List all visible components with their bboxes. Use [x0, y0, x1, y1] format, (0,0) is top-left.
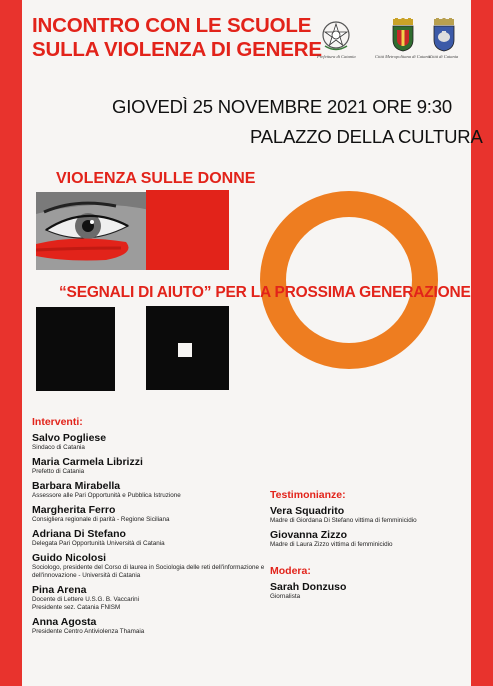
- speaker: [32, 432, 277, 452]
- speaker: [32, 584, 277, 612]
- eye-photo: [36, 192, 150, 270]
- logo-caption: Prefettura di Catania: [317, 54, 356, 59]
- speaker-role: Sociologo, presidente del Corso di laurea in Sociologia delle reti dell'informazione e dell'innovazione - Università di Catania: [32, 564, 265, 579]
- speaker-name: Margherita Ferro: [32, 504, 116, 516]
- witness-name: Giovanna Zizzo: [270, 529, 348, 541]
- logo-caption: Città di Catania: [429, 54, 459, 59]
- speaker-role: Prefetto di Catania: [32, 468, 85, 475]
- speaker: [32, 456, 277, 476]
- speaker-role: Docente di Lettere U.S.G. B. Vaccarini: [32, 596, 139, 603]
- speaker-name: Salvo Pogliese: [32, 432, 107, 444]
- white-notch: [178, 343, 192, 357]
- moderator: [270, 581, 480, 601]
- speaker-name: Maria Carmela Librizzi: [32, 456, 143, 468]
- testimonianze-section: [270, 489, 480, 605]
- testimonianze-heading: Testimonianze:: [270, 489, 346, 501]
- logo-strip: [315, 18, 465, 73]
- repubblica-emblem-icon: [321, 20, 351, 52]
- repubblica-emblem-logo: [317, 20, 356, 59]
- speaker: [32, 552, 277, 580]
- speaker: [32, 616, 277, 636]
- citta-metropolitana-logo: [375, 18, 431, 59]
- witness-role: Madre di Giordana Di Stefano vittima di femminicidio: [270, 517, 417, 524]
- modera-heading: Modera:: [270, 565, 311, 577]
- citta-di-catania-crest-icon: [431, 18, 457, 52]
- speaker-name: Anna Agosta: [32, 616, 97, 628]
- speaker-role: Assessore alle Pari Opportunità e Pubblica Istruzione: [32, 492, 181, 499]
- poster-title: [32, 14, 322, 62]
- interventi-heading: Interventi:: [32, 416, 83, 428]
- theme-line-2: “SEGNALI DI AIUTO” PER LA PROSSIMA GENERAZIONE: [59, 284, 471, 301]
- speaker-role: Presidente Centro Antiviolenza Thamaia: [32, 628, 145, 635]
- speaker: [32, 480, 277, 500]
- speaker-name: Pina Arena: [32, 584, 87, 596]
- black-square-left: [36, 307, 115, 391]
- speaker-role: Sindaco di Catania: [32, 444, 85, 451]
- speaker: [32, 504, 277, 524]
- witness: [270, 529, 480, 549]
- speaker-name: Guido Nicolosi: [32, 552, 107, 564]
- event-place: PALAZZO DELLA CULTURA: [250, 126, 483, 147]
- citta-di-catania-logo: [429, 18, 458, 59]
- title-line-2: SULLA VIOLENZA DI GENERE: [32, 38, 322, 61]
- interventi-section: [32, 416, 277, 640]
- speaker-role-extra: Presidente sez. Catania FNISM: [32, 604, 121, 611]
- witness-role: Madre di Laura Zizzo vittima di femminicidio: [270, 541, 393, 548]
- citta-metropolitana-crest-icon: [390, 18, 416, 52]
- witness-name: Vera Squadrito: [270, 505, 345, 517]
- speaker-name: Adriana Di Stefano: [32, 528, 126, 540]
- speaker: [32, 528, 277, 548]
- red-square: [146, 190, 229, 270]
- moderator-role: Giornalista: [270, 593, 301, 600]
- orange-ring: [260, 191, 438, 369]
- eye-illustration: [36, 192, 150, 270]
- theme-line-1: VIOLENZA SULLE DONNE: [56, 170, 256, 187]
- speaker-role: Consigliera regionale di parità - Regione Siciliana: [32, 516, 170, 523]
- moderator-name: Sarah Donzuso: [270, 581, 347, 593]
- event-date: GIOVEDÌ 25 NOVEMBRE 2021 ORE 9:30: [112, 96, 452, 117]
- witness: [270, 505, 480, 525]
- logo-caption: Città Metropolitana di Catania: [375, 54, 432, 59]
- speaker-name: Barbara Mirabella: [32, 480, 121, 492]
- title-line-1: INCONTRO CON LE SCUOLE: [32, 14, 312, 37]
- speaker-role: Delegata Pari Opportunità Università di Catania: [32, 540, 165, 547]
- poster: [22, 0, 483, 686]
